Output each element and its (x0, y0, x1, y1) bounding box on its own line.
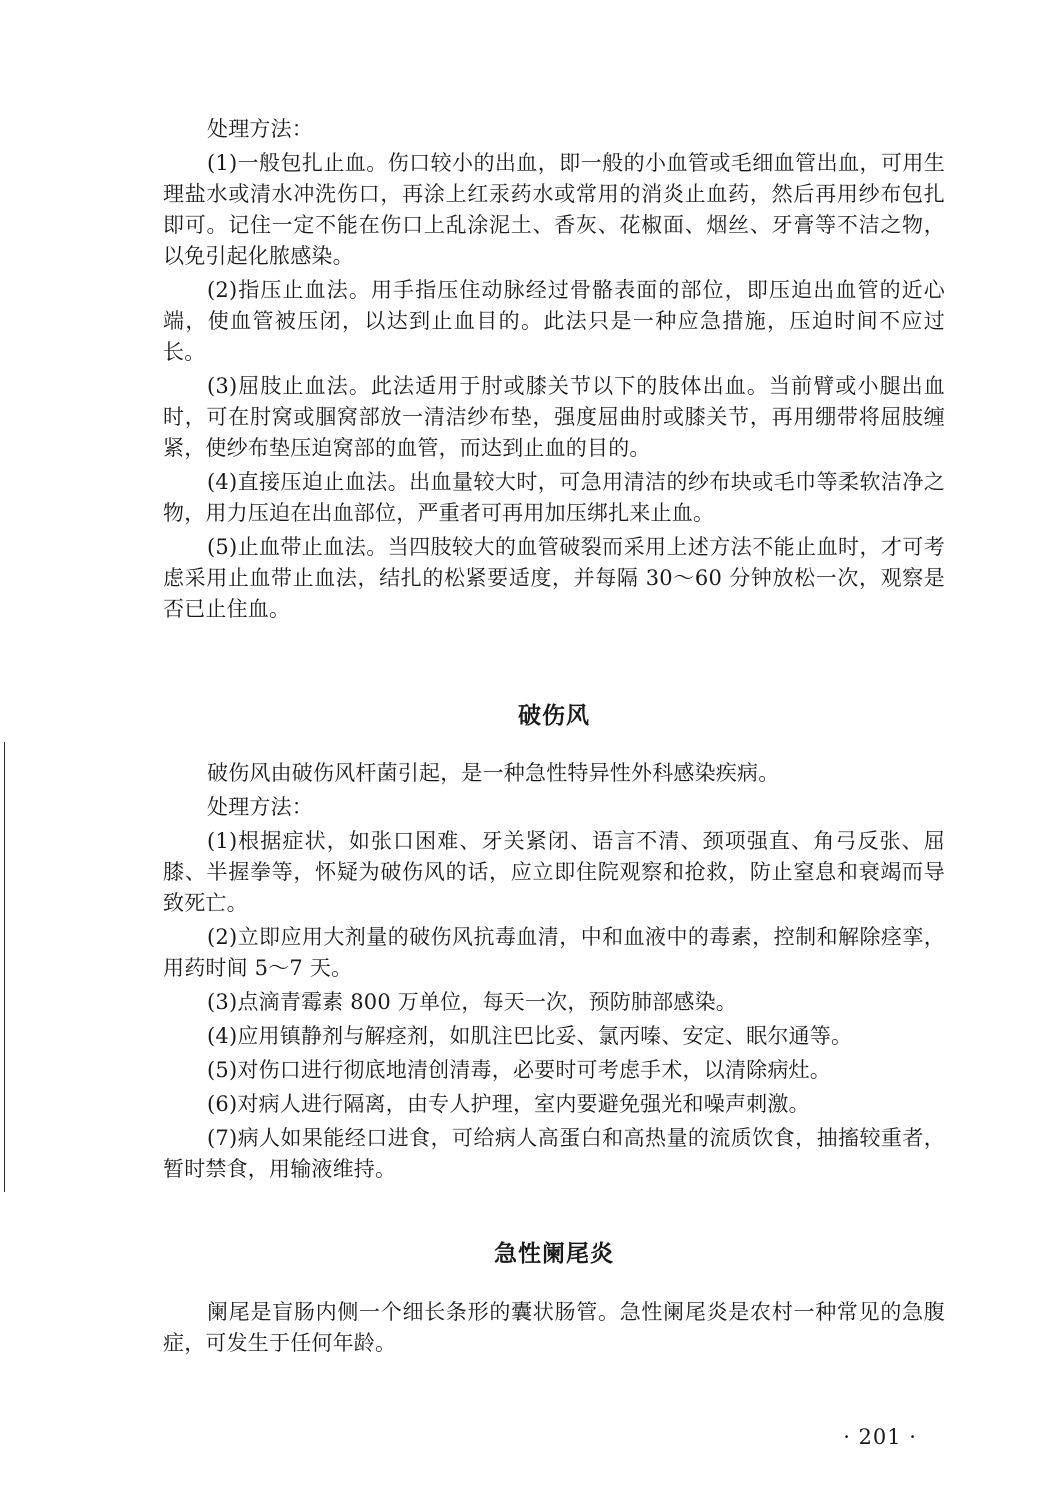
paragraph: (5)止血带止血法。当四肢较大的血管破裂而采用上述方法不能止血时，才可考虑采用止血带止血法，结扎的松紧要适度，并每隔 30～60 分钟放松一次，观察是否已止住血。 (163, 535, 945, 621)
method-label: 处理方法： (207, 117, 313, 141)
paragraph: (4)应用镇静剂与解痉剂，如肌注巴比妥、氯丙嗪、安定、眠尔通等。 (207, 1024, 853, 1048)
scan-edge-line (4, 742, 5, 1192)
section-heading-tetanus (163, 700, 945, 732)
paragraph: (2)立即应用大剂量的破伤风抗毒血清，中和血液中的毒素，控制和解除痉挛，用药时间 5～7 天。 (163, 925, 945, 980)
paragraph: (6)对病人进行隔离，由专人护理，室内要避免强光和噪声刺激。 (207, 1092, 810, 1116)
paragraph: (1)一般包扎止血。伤口较小的出血，即一般的小血管或毛细血管出血，可用生理盐水或清水冲洗伤口，再涂上红汞药水或常用的消炎止血药，然后再用纱布包扎即可。记住一定不能在伤口上乱涂泥土、香灰、花椒面、烟丝、牙膏等不洁之物，以免引起化脓感染。 (163, 151, 945, 268)
paragraph: (1)根据症状，如张口困难、牙关紧闭、语言不清、颈项强直、角弓反张、屈膝、半握拳等，怀疑为破伤风的话，应立即住院观察和抢救，防止窒息和衰竭而导致死亡。 (163, 829, 945, 915)
paragraph: (7)病人如果能经口进食，可给病人高蛋白和高热量的流质饮食，抽搐较重者，暂时禁食，用输液维持。 (163, 1126, 945, 1181)
page-number: · 201 · (843, 1425, 917, 1449)
appendicitis-section (163, 1297, 945, 1359)
paragraph: (5)对伤口进行彻底地清创清毒，必要时可考虑手术，以清除病灶。 (207, 1058, 831, 1082)
section-title: 急性阑尾炎 (494, 1241, 614, 1267)
paragraph: (3)屈肢止血法。此法适用于肘或膝关节以下的肢体出血。当前臂或小腿出血时，可在肘窝或腘窝部放一清洁纱布垫，强度屈曲肘或膝关节，再用绷带将屈肢缠紧，使纱布垫压迫窝部的血管，而达到止血的目的。 (163, 374, 945, 460)
paragraph: (4)直接压迫止血法。出血量较大时，可急用清洁的纱布块或毛巾等柔软洁净之物，用力压迫在出血部位，严重者可再用加压绑扎来止血。 (163, 470, 945, 525)
bleeding-treatment-section (163, 114, 945, 625)
section-title: 破伤风 (518, 703, 590, 729)
tetanus-section (163, 758, 945, 1185)
method-label: 处理方法： (207, 795, 313, 819)
section-heading-appendicitis (163, 1238, 945, 1270)
section-intro: 破伤风由破伤风杆菌引起，是一种急性特异性外科感染疾病。 (207, 761, 780, 785)
section-intro: 阑尾是盲肠内侧一个细长条形的囊状肠管。急性阑尾炎是农村一种常见的急腹症，可发生于任何年龄。 (163, 1300, 945, 1355)
paragraph: (2)指压止血法。用手指压住动脉经过骨骼表面的部位，即压迫出血管的近心端，使血管被压闭，以达到止血目的。此法只是一种应急措施，压迫时间不应过长。 (163, 278, 945, 364)
paragraph: (3)点滴青霉素 800 万单位，每天一次，预防肺部感染。 (207, 990, 737, 1014)
